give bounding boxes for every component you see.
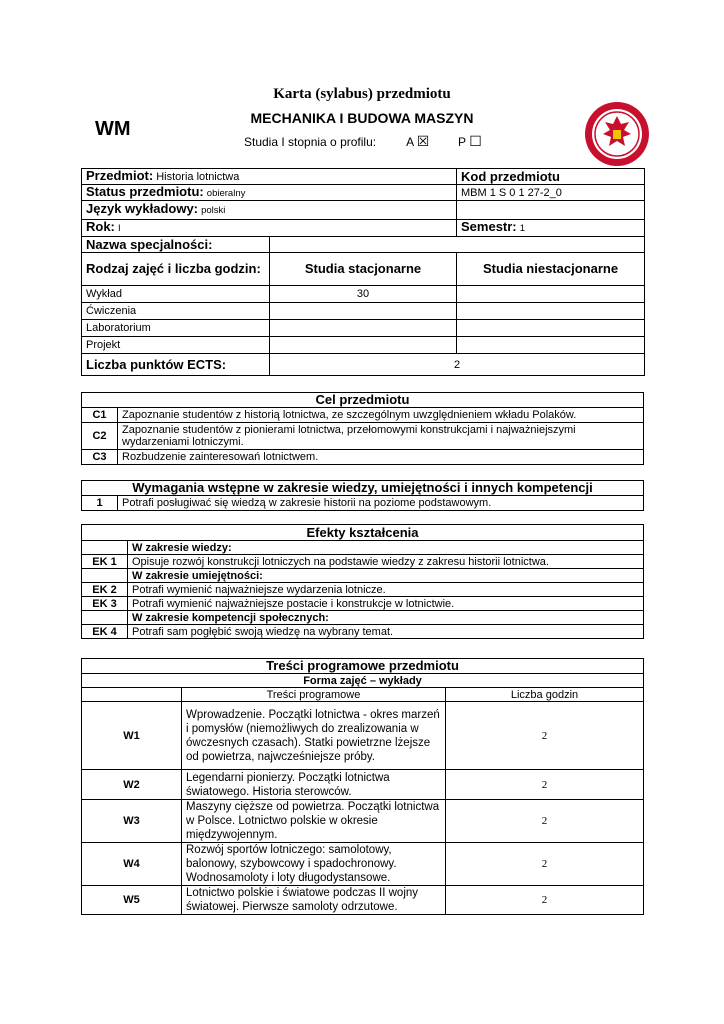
program-title: Treści programowe przedmiotu [82, 659, 644, 674]
subject-info-table [81, 168, 645, 376]
option-p-checkbox[interactable]: ☐ [469, 133, 482, 149]
program-row: W4 Rozwój sportów lotniczego: samolotowy, balonowy, szybowcowy i spadochronowy. Wodnosamoloty i loty długodystansowe. 2 [82, 843, 644, 886]
year-cell: Rok: I [82, 220, 457, 237]
content-header: Treści programowe [182, 688, 446, 702]
prerequisites-title: Wymagania wstępne w zakresie wiedzy, umiejętności i innych kompetencji [82, 481, 644, 496]
class-row: Wykład 30 [82, 286, 645, 303]
goals-title: Cel przedmiotu [82, 393, 644, 408]
ects-value: 2 [270, 354, 645, 376]
class-row: Ćwiczenia [82, 303, 645, 320]
card-title: Karta (sylabus) przedmiotu [273, 86, 451, 102]
goal-row: C1 Zapoznanie studentów z historią lotnictwa, ze szczególnym uwzględnieniem wkładu Polaków. [82, 408, 644, 423]
outcome-row: EK 3 Potrafi wymienić najważniejsze postacie i konstrukcje w lotnictwie. [82, 597, 644, 611]
option-p-label: P [458, 135, 466, 149]
outcome-row: EK 2 Potrafi wymienić najważniejsze wydarzenia lotnicze. [82, 583, 644, 597]
goal-row: C3 Rozbudzenie zainteresowań lotnictwem. [82, 450, 644, 465]
goal-row: C2 Zapoznanie studentów z pionierami lotnictwa, przełomowymi konstrukcjami i najważniejszymi wydarzeniami lotniczymi. [82, 423, 644, 450]
language-cell: Język wykładowy: polski [82, 201, 457, 220]
program-table [81, 658, 644, 915]
code-value: MBM 1 S 0 1 27-2_0 [457, 185, 645, 201]
program-row: W1 Wprowadzenie. Początki lotnictwa - okres marzeń i pomysłów (niemożliwych do zrealizowania w ówczesnych czasach). Statki powietrzne lżejsze od powietrza, najwcześniejsze próby. 2 [82, 702, 644, 770]
ects-label: Liczba punktów ECTS: [82, 354, 270, 376]
study-profile-line [244, 133, 482, 150]
study-profile-label: Studia I stopnia o profilu: [244, 135, 377, 149]
classes-label: Rodzaj zajęć i liczba godzin: [82, 253, 270, 286]
outcomes-table [81, 524, 644, 639]
option-a-checkbox[interactable]: ☒ [416, 133, 430, 149]
goals-table [81, 392, 644, 465]
stationary-header: Studia stacjonarne [270, 253, 457, 286]
prerequisites-table [81, 480, 644, 511]
class-row: Projekt [82, 337, 645, 354]
nonstationary-header: Studia niestacjonarne [457, 253, 645, 286]
hours-header: Liczba godzin [446, 688, 644, 702]
code-label: Kod przedmiotu [457, 169, 645, 185]
knowledge-label: W zakresie wiedzy: [128, 541, 644, 555]
class-row: Laboratorium [82, 320, 645, 337]
university-emblem-icon [583, 100, 651, 168]
prereq-row: 1 Potrafi posługiwać się wiedzą w zakresie historii na poziome podstawowym. [82, 496, 644, 511]
semester-cell: Semestr: 1 [457, 220, 645, 237]
outcome-row: EK 4 Potrafi sam pogłębić swoją wiedzę na wybrany temat. [82, 625, 644, 639]
outcome-row: EK 1 Opisuje rozwój konstrukcji lotniczych na podstawie wiedzy z zakresu historii lotnictwa. [82, 555, 644, 569]
outcomes-title: Efekty kształcenia [82, 525, 644, 541]
program-row: W2 Legendarni pionierzy. Początki lotnictwa światowego. Historia sterowców. 2 [82, 770, 644, 800]
field-of-study: MECHANIKA I BUDOWA MASZYN [250, 110, 474, 126]
social-label: W zakresie kompetencji społecznych: [128, 611, 644, 625]
specialty-label: Nazwa specjalności: [82, 237, 270, 253]
program-row: W5 Lotnictwo polskie i światowe podczas II wojny światowej. Pierwsze samoloty odrzutowe. 2 [82, 886, 644, 915]
subject-cell: Przedmiot: Historia lotnictwa [82, 169, 457, 185]
faculty-logo-text: WM [95, 118, 131, 140]
program-form: Forma zajęć – wykłady [82, 674, 644, 688]
program-row: W3 Maszyny cięższe od powietrza. Początki lotnictwa w Polsce. Lotnictwo polskie w okresie międzywojennym. 2 [82, 800, 644, 843]
option-a-label: A [406, 135, 414, 149]
skills-label: W zakresie umiejętności: [128, 569, 644, 583]
status-cell: Status przedmiotu: obieralny [82, 185, 457, 201]
